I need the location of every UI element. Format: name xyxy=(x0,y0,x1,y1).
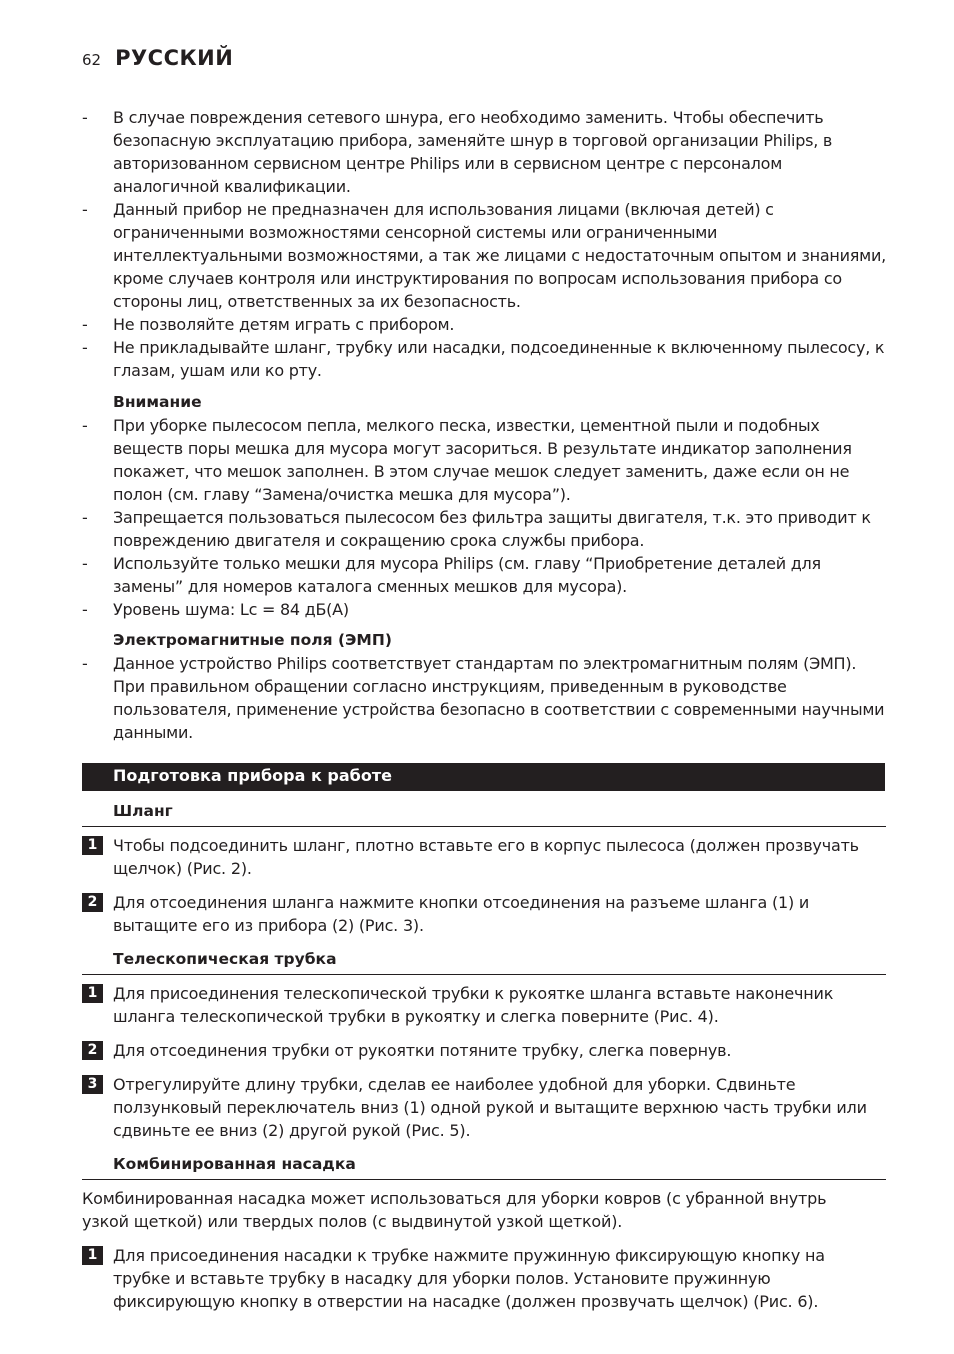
hose-heading: Шланг xyxy=(82,800,886,827)
step-number-badge: 1 xyxy=(82,1246,103,1265)
caution-heading: Внимание xyxy=(113,393,202,411)
list-item: - Данное устройство Philips соответствует стандартам по электромагнитным полям (ЭМП). При правильном обращении согласно инструкциям, приведенным в руководстве пользователя, применение устройства безопасно в соответствии с современными научными данными. xyxy=(82,654,885,742)
step-number-badge: 1 xyxy=(82,836,103,855)
warnings-section xyxy=(0,106,954,382)
list-item: - При уборке пылесосом пепла, мелкого песка, известки, цементной пыли и подобных веществ поры мешка для мусора могут засориться. В результате индикатор заполнения покажет, что мешок заполнен. В этом случае мешок следует заменить, даже если он не полон (см. главу “Замена/очистка мешка для мусора”). xyxy=(82,416,852,504)
list-item: - Не позволяйте детям играть с прибором. xyxy=(82,315,455,334)
tube-step-3 xyxy=(82,1073,882,1142)
nozzle-heading: Комбинированная насадка xyxy=(82,1153,886,1180)
step-text: Чтобы подсоединить шланг, плотно вставьте его в корпус пылесоса (должен прозвучать щелчок) (Рис. 2). xyxy=(113,836,859,878)
list-item: - Используйте только мешки для мусора Philips (см. главу “Приобретение деталей для замены” для номеров каталога сменных мешков для мусора). xyxy=(82,554,821,596)
section-bar-preparation xyxy=(82,763,885,791)
list-item: - Не прикладывайте шланг, трубку или насадки, подсоединенные к включенному пылесосу, к глазам, ушам или ко рту. xyxy=(82,338,885,380)
emf-heading: Электромагнитные поля (ЭМП) xyxy=(113,631,392,649)
caution-list xyxy=(0,414,954,621)
section-title: Подготовка прибора к работе xyxy=(113,766,392,785)
dash-marker: - xyxy=(82,416,88,435)
hose-step-1 xyxy=(82,834,882,880)
dash-marker: - xyxy=(82,200,88,219)
language-title: РУССКИЙ xyxy=(115,46,234,70)
list-item: - Данный прибор не предназначен для использования лицами (включая детей) с ограниченными возможностями сенсорной системы или ограниченными интеллектуальными возможностями, а так же лицами с недостаточным опытом и знаниями, кроме случаев контроля или инструктирования по вопросам использования прибора со стороны лиц, ответственных за их безопасность. xyxy=(82,200,886,311)
hose-step-2 xyxy=(82,891,882,937)
step-text: Для присоединения насадки к трубке нажмите пружинную фиксирующую кнопку на трубке и вставьте трубку в насадку для уборки полов. Установите пружинную фиксирующую кнопку в отверстии на насадке (должен прозвучать щелчок) (Рис. 6). xyxy=(113,1246,825,1311)
step-number-badge: 1 xyxy=(82,984,103,1003)
dash-marker: - xyxy=(82,315,88,334)
dash-marker: - xyxy=(82,508,88,527)
step-text: Для отсоединения шланга нажмите кнопки отсоединения на разъеме шланга (1) и вытащите его из прибора (2) (Рис. 3). xyxy=(113,893,810,935)
emf-section xyxy=(0,629,954,744)
list-item: - Уровень шума: Lc = 84 дБ(A) xyxy=(82,600,349,619)
page-header xyxy=(82,46,233,70)
tube-heading: Телескопическая трубка xyxy=(82,948,886,975)
step-number-badge: 3 xyxy=(82,1075,103,1094)
warnings-list xyxy=(0,106,954,382)
tube-step-1 xyxy=(82,982,882,1028)
dash-marker: - xyxy=(82,554,88,573)
emf-list xyxy=(0,652,954,744)
step-text: Для присоединения телескопической трубки к рукоятке шланга вставьте наконечник шланга телескопической трубки в рукоятку и слегка поверните (Рис. 4). xyxy=(113,984,834,1026)
caution-section xyxy=(0,391,954,621)
dash-marker: - xyxy=(82,108,88,127)
step-number-badge: 2 xyxy=(82,1041,103,1060)
dash-marker: - xyxy=(82,654,88,673)
tube-step-2 xyxy=(82,1039,882,1062)
nozzle-intro: Комбинированная насадка может использоваться для уборки ковров (с убранной внутрь узкой щеткой) или твердых полов (с выдвинутой узкой щеткой). xyxy=(82,1189,827,1231)
dash-marker: - xyxy=(82,600,88,619)
page-number: 62 xyxy=(82,51,102,69)
list-item: - В случае повреждения сетевого шнура, его необходимо заменить. Чтобы обеспечить безопасную эксплуатацию прибора, заменяйте шнур в торговой организации Philips, в авторизованном сервисном центре Philips или в сервисном центре с персоналом аналогичной квалификации. xyxy=(82,108,833,196)
list-item: - Запрещается пользоваться пылесосом без фильтра защиты двигателя, т.к. это приводит к повреждению двигателя и сокращению срока службы прибора. xyxy=(82,508,871,550)
step-text: Для отсоединения трубки от рукоятки потяните трубку, слегка повернув. xyxy=(113,1041,732,1060)
step-number-badge: 2 xyxy=(82,893,103,912)
dash-marker: - xyxy=(82,338,88,357)
step-text: Отрегулируйте длину трубки, сделав ее наиболее удобной для уборки. Сдвиньте ползунковый переключатель вниз (1) одной рукой и вытащите верхнюю часть трубки или сдвиньте ее вниз (2) другой рукой (Рис. 5). xyxy=(113,1075,867,1140)
nozzle-step-1 xyxy=(82,1244,882,1313)
